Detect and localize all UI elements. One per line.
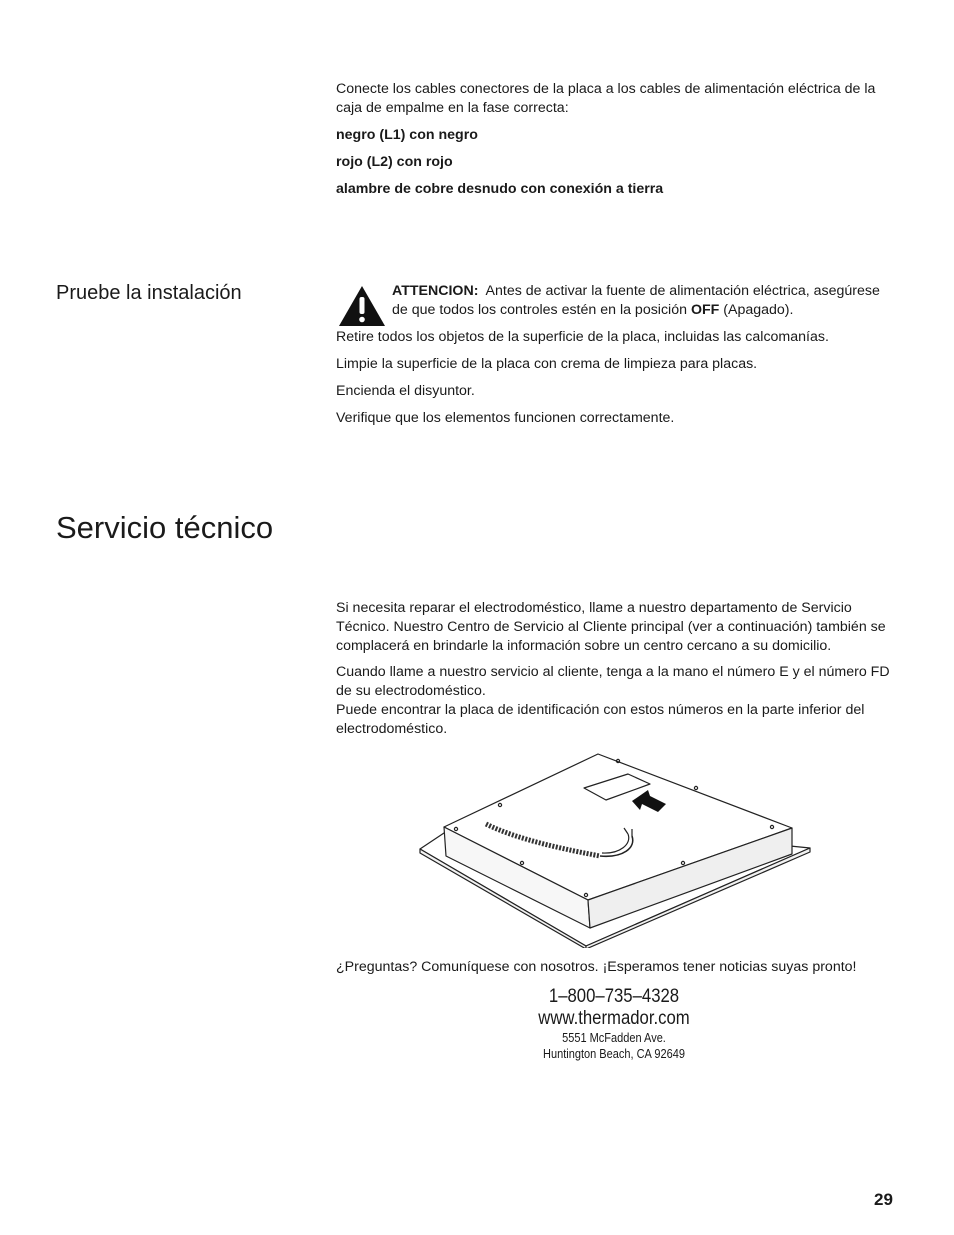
website-link[interactable]: www.thermador.com [538,1008,690,1029]
test-step-2: Limpie la superficie de la placa con crema de limpieza para placas. [336,356,758,372]
address-line-2: Huntington Beach, CA 92649 [543,1047,685,1061]
service-para-1: Si necesita reparar el electrodoméstico, llame a nuestro departamento de Servicio Técnico. Nuestro Centro de Servicio al Cliente principal (ver a continuación) también se complacerá en brindarle la información sobre un centro cercano a su domicilio. [336,600,886,654]
warning-text-b: (Apagado). [723,302,794,318]
warning-text-a: Antes de activar la fuente de alimentación eléctrica, asegúrese de que todos los controles estén en la posición [392,283,880,318]
warning-triangle-icon [337,284,387,328]
contact-block [464,986,764,1062]
test-step-4: Verifique que los elementos funcionen correctamente. [336,410,675,426]
warning-text [392,282,898,320]
address-line-1: 5551 McFadden Ave. [562,1031,666,1045]
questions-text: ¿Preguntas? Comuníquese con nosotros. ¡Esperamos tener noticias suyas pronto! [336,959,857,975]
service-para-3: Puede encontrar la placa de identificación con estos números en la parte inferior del electrodoméstico. [336,702,865,737]
wiring-item-ground: alambre de cobre desnudo con conexión a tierra [336,181,664,197]
wiring-item-black: negro (L1) con negro [336,127,478,143]
cooktop-illustration [418,750,814,948]
warning-off: OFF [690,302,720,318]
wiring-item-red: rojo (L2) con rojo [336,154,453,170]
page-number: 29 [874,1190,893,1209]
wiring-intro: Conecte los cables conectores de la placa a los cables de alimentación eléctrica de la caja de empalme en la fase correcta: [336,81,876,116]
service-heading: Servicio técnico [56,510,274,545]
warning-label: ATTENCION: [392,283,479,299]
test-step-3: Encienda el disyuntor. [336,383,475,399]
test-step-1: Retire todos los objetos de la superficie de la placa, incluidas las calcomanías. [336,329,829,345]
service-para-2: Cuando llame a nuestro servicio al cliente, tenga a la mano el número E y el número FD de su electrodoméstico. [336,664,890,699]
phone-number: 1–800–735–4328 [548,986,680,1007]
test-heading: Pruebe la instalación [56,282,242,304]
